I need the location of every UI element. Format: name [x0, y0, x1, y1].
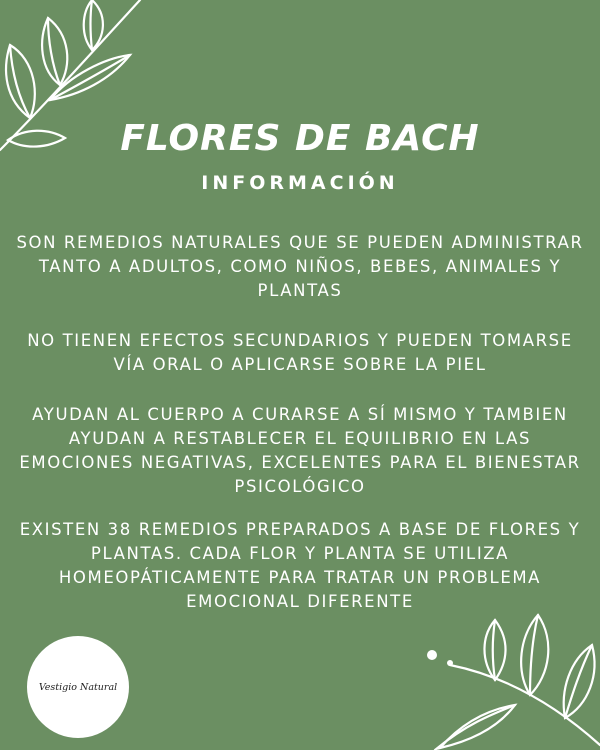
info-paragraph: SON REMEDIOS NATURALES QUE SE PUEDEN ADMINISTRAR TANTO A ADULTOS, COMO NIÑOS, BEBES, ANIMALES Y PLANTAS — [16, 233, 584, 300]
leaf-branch-icon — [420, 600, 600, 750]
page-subtitle: INFORMACIÓN — [201, 172, 399, 194]
info-paragraph: NO TIENEN EFECTOS SECUNDARIOS Y PUEDEN TOMARSE VÍA ORAL O APLICARSE SOBRE LA PIEL — [27, 331, 573, 374]
info-paragraph: AYUDAN AL CUERPO A CURARSE A SÍ MISMO Y TAMBIEN AYUDAN A RESTABLECER EL EQUILIBRIO EN LAS EMOCIONES NEGATIVAS, EXCELENTES PARA EL BIENESTAR PSICOLÓGICO — [19, 405, 581, 496]
page-title: FLORES DE BACH — [120, 118, 480, 159]
info-paragraph: EXISTEN 38 REMEDIOS PREPARADOS A BASE DE FLORES Y PLANTAS. CADA FLOR Y PLANTA SE UTILIZA HOMEOPÁTICAMENTE PARA TRATAR UN PROBLEMA EMOCIONAL DIFERENTE — [19, 520, 581, 611]
brand-logo — [27, 636, 129, 738]
brand-logo-text: Vestigio Natural — [38, 681, 118, 693]
